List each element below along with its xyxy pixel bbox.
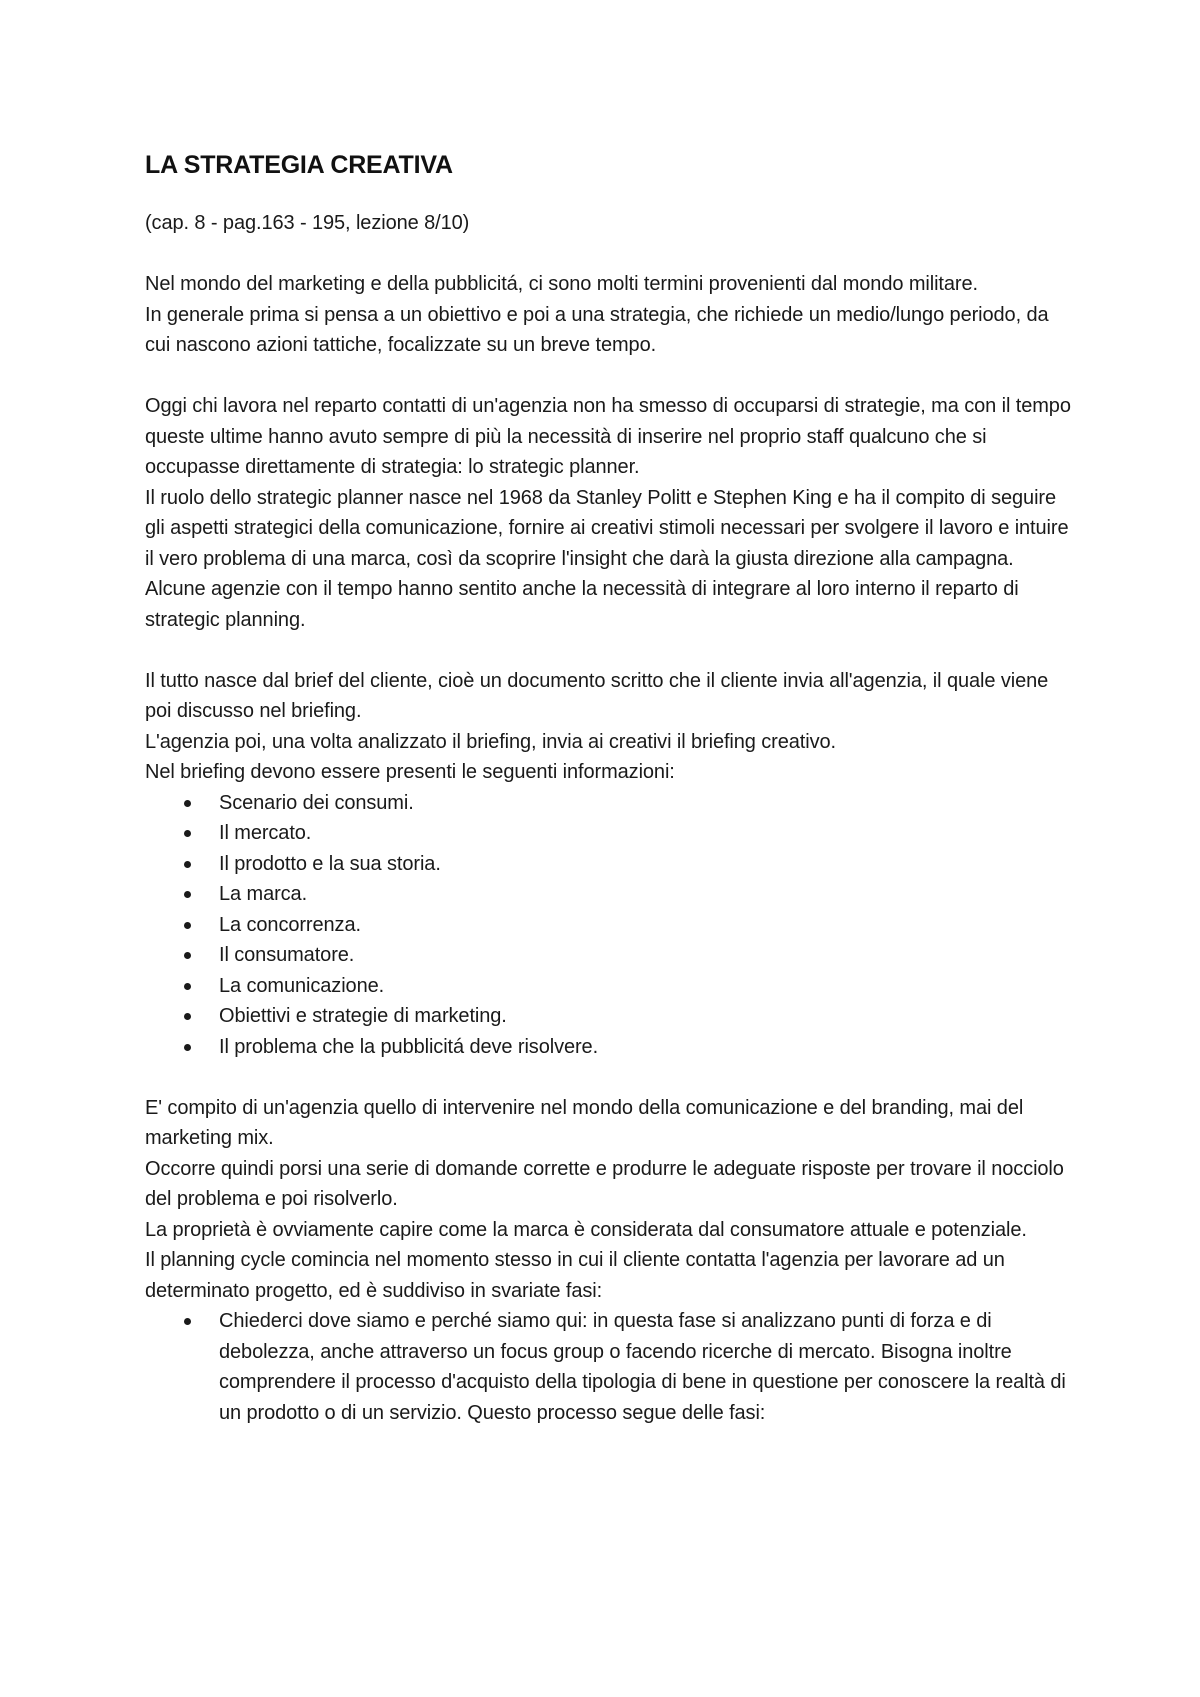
paragraph-creative-briefing: L'agenzia poi, una volta analizzato il briefing, invia ai creativi il briefing creativo.	[145, 730, 836, 753]
bullet-icon	[184, 861, 191, 868]
spacer	[145, 1062, 1075, 1093]
list-item: Il problema che la pubblicitá deve risolvere.	[145, 1032, 1075, 1063]
list-item: La marca.	[145, 879, 1075, 910]
paragraph-client-brief: Il tutto nasce dal brief del cliente, cioè un documento scritto che il cliente invia all'agenzia, il quale viene poi discusso nel briefing.	[145, 669, 1049, 722]
paragraph-military-terms: Nel mondo del marketing e della pubblicitá, ci sono molti termini provenienti dal mondo militare.	[145, 273, 978, 295]
list-item: Il prodotto e la sua storia.	[145, 849, 1075, 880]
bullet-icon	[184, 1044, 191, 1051]
document-title: LA STRATEGIA CREATIVA	[145, 151, 453, 179]
list-item: La comunicazione.	[145, 971, 1075, 1002]
paragraph-planning-cycle: Il planning cycle comincia nel momento stesso in cui il cliente contatta l'agenzia per lavorare ad un determinato progetto, ed è suddiviso in svariate fasi:	[145, 1249, 1005, 1302]
briefing-info-list	[145, 788, 1075, 1063]
paragraph-planner-role: Il ruolo dello strategic planner nasce nel 1968 da Stanley Politt e Stephen King e ha il compito di seguire gli aspetti strategici della comunicazione, fornire ai creativi stimoli necessari per svolgere il lavoro e intuire il vero problema di una marca, così da scoprire l'insight che darà la giusta direzione alla campagna.	[145, 486, 1069, 570]
list-item: Scenario dei consumi.	[145, 788, 1075, 819]
bullet-icon	[184, 800, 191, 807]
spacer	[145, 635, 1075, 666]
paragraph-questions: Occorre quindi porsi una serie di domande corrette e produrre le adeguate risposte per trovare il nocciolo del problema e poi risolverlo.	[145, 1157, 1064, 1210]
list-item: La concorrenza.	[145, 910, 1075, 941]
bullet-icon	[184, 891, 191, 898]
paragraph-brand-perception: La proprietà è ovviamente capire come la marca è considerata dal consumatore attuale e potenziale.	[145, 1218, 1027, 1241]
list-item: Obiettivi e strategie di marketing.	[145, 1001, 1075, 1032]
bullet-icon	[184, 922, 191, 929]
planning-phases-list	[145, 1306, 1075, 1428]
paragraph-agency-task: E' compito di un'agenzia quello di intervenire nel mondo della comunicazione e del branding, mai del marketing mix.	[145, 1096, 1024, 1149]
chapter-reference: (cap. 8 - pag.163 - 195, lezione 8/10)	[145, 212, 470, 234]
bullet-icon	[184, 1013, 191, 1020]
bullet-icon	[184, 830, 191, 837]
paragraph-strategic-planner: Oggi chi lavora nel reparto contatti di un'agenzia non ha smesso di occuparsi di strategie, ma con il tempo queste ultime hanno avuto sempre di più la necessità di inserire nel proprio staff qualcuno che si occupasse direttamente di strategia: lo strategic planner.	[145, 395, 1071, 478]
paragraph-agencies-planning: Alcune agenzie con il tempo hanno sentito anche la necessità di integrare al loro interno il reparto di strategic planning.	[145, 578, 1019, 631]
bullet-icon	[184, 1318, 191, 1325]
list-item: Il mercato.	[145, 818, 1075, 849]
spacer	[145, 239, 1075, 270]
list-item: Il consumatore.	[145, 940, 1075, 971]
paragraph-briefing-info: Nel briefing devono essere presenti le seguenti informazioni:	[145, 761, 675, 783]
bullet-icon	[184, 952, 191, 959]
paragraph-objective-strategy: In generale prima si pensa a un obiettivo e poi a una strategia, che richiede un medio/lungo periodo, da cui nascono azioni tattiche, focalizzate su un breve tempo.	[145, 303, 1049, 356]
spacer	[145, 361, 1075, 392]
bullet-icon	[184, 983, 191, 990]
document-body	[145, 148, 1075, 1428]
list-item: Chiederci dove siamo e perché siamo qui: in questa fase si analizzano punti di forza e di debolezza, anche attraverso un focus group o facendo ricerche di mercato. Bisogna inoltre comprendere il processo d'acquisto della tipologia di bene in questione per conoscere la realtà di un prodotto o di un servizio. Questo processo segue delle fasi:	[145, 1306, 1075, 1428]
